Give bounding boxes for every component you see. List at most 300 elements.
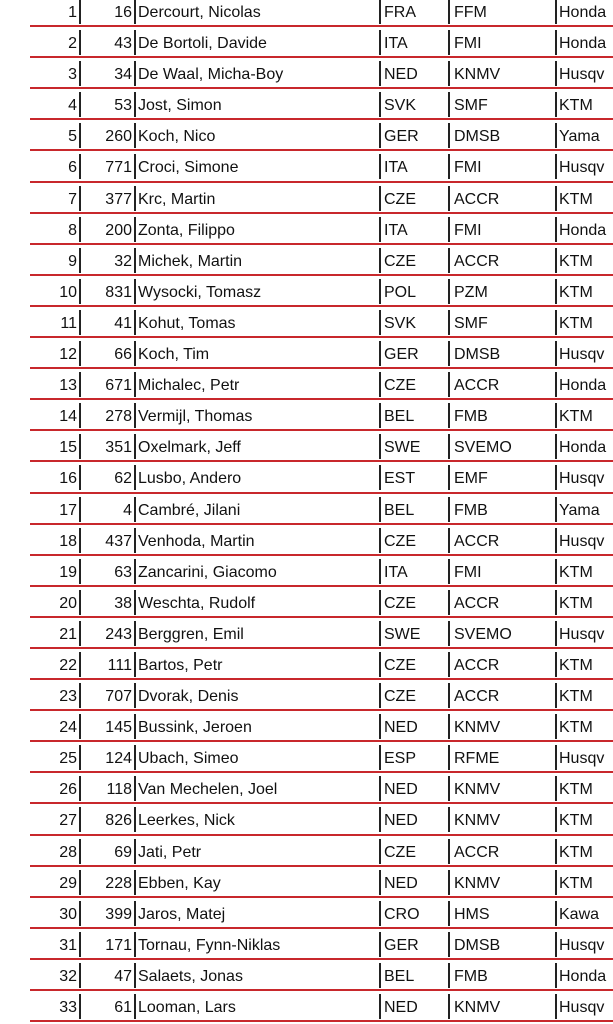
motorcycle-cell: Yama bbox=[559, 501, 600, 519]
federation-cell: ACCR bbox=[454, 594, 500, 612]
rider-number-cell: 38 bbox=[114, 594, 132, 612]
nationality-cell: SWE bbox=[384, 625, 421, 643]
column-divider bbox=[448, 963, 450, 988]
column-divider bbox=[379, 528, 381, 553]
column-divider bbox=[379, 372, 381, 397]
motorcycle-cell: KTM bbox=[559, 563, 593, 581]
rider-name-cell: Vermijl, Thomas bbox=[138, 408, 253, 426]
column-divider bbox=[448, 123, 450, 148]
rider-number-cell: 34 bbox=[114, 66, 132, 84]
nationality-cell: NED bbox=[384, 719, 418, 737]
position-cell: 30 bbox=[59, 905, 77, 923]
column-divider bbox=[134, 963, 136, 988]
column-divider bbox=[79, 434, 81, 459]
federation-cell: DMSB bbox=[454, 936, 501, 954]
table-row bbox=[0, 680, 613, 711]
table-row bbox=[0, 649, 613, 680]
federation-cell: KNMV bbox=[454, 999, 501, 1016]
rider-number-cell: 145 bbox=[105, 719, 132, 737]
column-divider bbox=[134, 403, 136, 428]
nationality-cell: BEL bbox=[384, 501, 415, 519]
position-cell: 15 bbox=[59, 439, 77, 457]
table-row bbox=[0, 431, 613, 462]
column-divider bbox=[555, 528, 557, 553]
column-divider bbox=[79, 714, 81, 739]
column-divider bbox=[448, 528, 450, 553]
rider-number-cell: 61 bbox=[114, 999, 132, 1016]
rider-name-cell: Zonta, Filippo bbox=[138, 221, 235, 239]
column-divider bbox=[448, 154, 450, 179]
nationality-cell: BEL bbox=[384, 408, 415, 426]
column-divider bbox=[134, 61, 136, 86]
column-divider bbox=[448, 372, 450, 397]
table-row bbox=[0, 587, 613, 618]
column-divider bbox=[555, 839, 557, 864]
column-divider bbox=[79, 590, 81, 615]
column-divider bbox=[79, 123, 81, 148]
rider-name-cell: Ebben, Kay bbox=[138, 874, 221, 892]
table-row bbox=[0, 525, 613, 556]
table-row bbox=[0, 711, 613, 742]
column-divider bbox=[134, 372, 136, 397]
rider-name-cell: Bussink, Jeroen bbox=[138, 719, 252, 737]
nationality-cell: ITA bbox=[384, 221, 408, 239]
column-divider bbox=[555, 590, 557, 615]
column-divider bbox=[134, 217, 136, 242]
rider-name-cell: Dvorak, Denis bbox=[138, 688, 239, 706]
column-divider bbox=[79, 683, 81, 708]
rider-number-cell: 124 bbox=[105, 750, 132, 768]
motorcycle-cell: KTM bbox=[559, 688, 593, 706]
federation-cell: ACCR bbox=[454, 843, 500, 861]
column-divider bbox=[555, 310, 557, 335]
rider-name-cell: Cambré, Jilani bbox=[138, 501, 241, 519]
nationality-cell: NED bbox=[384, 781, 418, 799]
motorcycle-cell: KTM bbox=[559, 408, 593, 426]
column-divider bbox=[134, 683, 136, 708]
federation-cell: PZM bbox=[454, 283, 488, 301]
column-divider bbox=[379, 870, 381, 895]
column-divider bbox=[79, 528, 81, 553]
table-row bbox=[0, 369, 613, 400]
column-divider bbox=[448, 217, 450, 242]
column-divider bbox=[448, 341, 450, 366]
position-cell: 6 bbox=[68, 159, 77, 177]
motorcycle-cell: Husqv bbox=[559, 470, 605, 488]
column-divider bbox=[134, 870, 136, 895]
column-divider bbox=[134, 807, 136, 832]
column-divider bbox=[134, 434, 136, 459]
column-divider bbox=[555, 154, 557, 179]
column-divider bbox=[79, 807, 81, 832]
column-divider bbox=[79, 310, 81, 335]
federation-cell: SMF bbox=[454, 314, 488, 332]
table-row bbox=[0, 400, 613, 431]
nationality-cell: CZE bbox=[384, 532, 416, 550]
column-divider bbox=[555, 652, 557, 677]
column-divider bbox=[379, 0, 381, 24]
column-divider bbox=[379, 932, 381, 957]
column-divider bbox=[379, 776, 381, 801]
rider-name-cell: Venhoda, Martin bbox=[138, 532, 255, 550]
rider-name-cell: Tornau, Fynn-Niklas bbox=[138, 936, 281, 954]
motorcycle-cell: Yama bbox=[559, 128, 600, 146]
table-row bbox=[0, 276, 613, 307]
column-divider bbox=[448, 403, 450, 428]
column-divider bbox=[79, 901, 81, 926]
motorcycle-cell: KTM bbox=[559, 594, 593, 612]
rider-number-cell: 228 bbox=[105, 874, 132, 892]
federation-cell: KNMV bbox=[454, 781, 501, 799]
nationality-cell: NED bbox=[384, 66, 418, 84]
rider-name-cell: Ubach, Simeo bbox=[138, 750, 239, 768]
column-divider bbox=[134, 186, 136, 211]
motorcycle-cell: Husqv bbox=[559, 936, 605, 954]
column-divider bbox=[555, 776, 557, 801]
column-divider bbox=[379, 994, 381, 1019]
column-divider bbox=[134, 901, 136, 926]
column-divider bbox=[134, 465, 136, 490]
column-divider bbox=[134, 123, 136, 148]
column-divider bbox=[448, 776, 450, 801]
position-cell: 7 bbox=[68, 190, 77, 208]
column-divider bbox=[79, 341, 81, 366]
position-cell: 16 bbox=[59, 470, 77, 488]
federation-cell: SMF bbox=[454, 97, 488, 115]
column-divider bbox=[448, 434, 450, 459]
motorcycle-cell: Husqv bbox=[559, 750, 605, 768]
column-divider bbox=[134, 559, 136, 584]
rider-name-cell: Looman, Lars bbox=[138, 999, 236, 1016]
rider-name-cell: Koch, Tim bbox=[138, 346, 210, 364]
rider-number-cell: 671 bbox=[105, 377, 132, 395]
rider-name-cell: Van Mechelen, Joel bbox=[138, 781, 278, 799]
column-divider bbox=[79, 248, 81, 273]
column-divider bbox=[134, 497, 136, 522]
column-divider bbox=[555, 217, 557, 242]
column-divider bbox=[379, 403, 381, 428]
rider-name-cell: Zancarini, Giacomo bbox=[138, 563, 277, 581]
column-divider bbox=[379, 186, 381, 211]
federation-cell: ACCR bbox=[454, 252, 500, 270]
position-cell: 10 bbox=[59, 283, 77, 301]
table-row bbox=[0, 183, 613, 214]
rider-number-cell: 47 bbox=[114, 967, 132, 985]
federation-cell: FMI bbox=[454, 563, 482, 581]
column-divider bbox=[555, 745, 557, 770]
rider-name-cell: Koch, Nico bbox=[138, 128, 216, 146]
nationality-cell: SVK bbox=[384, 97, 417, 115]
nationality-cell: GER bbox=[384, 128, 419, 146]
column-divider bbox=[448, 932, 450, 957]
table-row bbox=[0, 929, 613, 960]
motorcycle-cell: KTM bbox=[559, 190, 593, 208]
rider-number-cell: 399 bbox=[105, 905, 132, 923]
column-divider bbox=[134, 92, 136, 117]
column-divider bbox=[79, 92, 81, 117]
position-cell: 5 bbox=[68, 128, 77, 146]
rider-number-cell: 32 bbox=[114, 252, 132, 270]
column-divider bbox=[79, 839, 81, 864]
column-divider bbox=[379, 745, 381, 770]
rider-name-cell: Bartos, Petr bbox=[138, 656, 223, 674]
column-divider bbox=[555, 870, 557, 895]
rider-number-cell: 53 bbox=[114, 97, 132, 115]
nationality-cell: CRO bbox=[384, 905, 420, 923]
rider-number-cell: 377 bbox=[105, 190, 132, 208]
federation-cell: SVEMO bbox=[454, 439, 512, 457]
column-divider bbox=[555, 341, 557, 366]
federation-cell: DMSB bbox=[454, 128, 501, 146]
federation-cell: FMI bbox=[454, 221, 482, 239]
column-divider bbox=[448, 901, 450, 926]
column-divider bbox=[555, 403, 557, 428]
nationality-cell: CZE bbox=[384, 190, 416, 208]
column-divider bbox=[555, 932, 557, 957]
rider-name-cell: Michalec, Petr bbox=[138, 377, 240, 395]
column-divider bbox=[448, 839, 450, 864]
rider-number-cell: 62 bbox=[114, 470, 132, 488]
nationality-cell: SWE bbox=[384, 439, 421, 457]
table-row bbox=[0, 898, 613, 929]
position-cell: 1 bbox=[68, 4, 77, 21]
column-divider bbox=[134, 994, 136, 1019]
table-row bbox=[0, 494, 613, 525]
table-row bbox=[0, 618, 613, 649]
rider-number-cell: 260 bbox=[105, 128, 132, 146]
column-divider bbox=[379, 559, 381, 584]
table-row bbox=[0, 214, 613, 245]
column-divider bbox=[134, 714, 136, 739]
table-row bbox=[0, 245, 613, 276]
motorcycle-cell: KTM bbox=[559, 843, 593, 861]
column-divider bbox=[555, 123, 557, 148]
rider-number-cell: 66 bbox=[114, 346, 132, 364]
rider-number-cell: 831 bbox=[105, 283, 132, 301]
column-divider bbox=[448, 745, 450, 770]
motorcycle-cell: Honda bbox=[559, 35, 607, 53]
position-cell: 9 bbox=[68, 252, 77, 270]
federation-cell: SVEMO bbox=[454, 625, 512, 643]
nationality-cell: CZE bbox=[384, 594, 416, 612]
column-divider bbox=[134, 154, 136, 179]
column-divider bbox=[379, 61, 381, 86]
rider-number-cell: 826 bbox=[105, 812, 132, 830]
row-separator bbox=[30, 1020, 613, 1022]
federation-cell: FMB bbox=[454, 408, 488, 426]
column-divider bbox=[379, 279, 381, 304]
motorcycle-cell: Husqv bbox=[559, 625, 605, 643]
column-divider bbox=[555, 901, 557, 926]
motorcycle-cell: KTM bbox=[559, 283, 593, 301]
column-divider bbox=[379, 683, 381, 708]
position-cell: 11 bbox=[60, 314, 77, 332]
rider-number-cell: 4 bbox=[123, 501, 132, 519]
column-divider bbox=[379, 92, 381, 117]
column-divider bbox=[134, 932, 136, 957]
rider-number-cell: 771 bbox=[105, 159, 132, 177]
rider-number-cell: 111 bbox=[107, 656, 132, 674]
position-cell: 4 bbox=[68, 97, 77, 115]
column-divider bbox=[79, 154, 81, 179]
column-divider bbox=[379, 248, 381, 273]
column-divider bbox=[79, 0, 81, 24]
nationality-cell: CZE bbox=[384, 656, 416, 674]
rider-name-cell: De Waal, Micha-Boy bbox=[138, 66, 284, 84]
table-row bbox=[0, 556, 613, 587]
position-cell: 23 bbox=[59, 688, 77, 706]
column-divider bbox=[134, 341, 136, 366]
column-divider bbox=[379, 217, 381, 242]
column-divider bbox=[134, 621, 136, 646]
table-row bbox=[0, 307, 613, 338]
rider-number-cell: 118 bbox=[106, 781, 132, 799]
federation-cell: RFME bbox=[454, 750, 500, 768]
nationality-cell: POL bbox=[384, 283, 417, 301]
column-divider bbox=[134, 279, 136, 304]
rider-number-cell: 200 bbox=[105, 221, 132, 239]
column-divider bbox=[379, 714, 381, 739]
motorcycle-cell: Husqv bbox=[559, 532, 605, 550]
column-divider bbox=[555, 372, 557, 397]
motorcycle-cell: KTM bbox=[559, 314, 593, 332]
rider-name-cell: Krc, Martin bbox=[138, 190, 216, 208]
rider-name-cell: Weschta, Rudolf bbox=[138, 594, 256, 612]
nationality-cell: CZE bbox=[384, 843, 416, 861]
motorcycle-cell: KTM bbox=[559, 252, 593, 270]
motorcycle-cell: KTM bbox=[559, 656, 593, 674]
rider-name-cell: De Bortoli, Davide bbox=[138, 35, 267, 53]
column-divider bbox=[79, 217, 81, 242]
federation-cell: KNMV bbox=[454, 812, 501, 830]
rider-name-cell: Oxelmark, Jeff bbox=[138, 439, 241, 457]
rider-number-cell: 437 bbox=[105, 532, 132, 550]
table-row bbox=[0, 151, 613, 182]
column-divider bbox=[555, 963, 557, 988]
motorcycle-cell: Honda bbox=[559, 221, 607, 239]
column-divider bbox=[555, 248, 557, 273]
nationality-cell: CZE bbox=[384, 252, 416, 270]
federation-cell: EMF bbox=[454, 470, 488, 488]
motorcycle-cell: Husqv bbox=[559, 346, 605, 364]
column-divider bbox=[79, 870, 81, 895]
column-divider bbox=[448, 310, 450, 335]
table-row bbox=[0, 462, 613, 493]
column-divider bbox=[379, 621, 381, 646]
federation-cell: FFM bbox=[454, 4, 487, 21]
column-divider bbox=[79, 559, 81, 584]
table-row bbox=[0, 836, 613, 867]
column-divider bbox=[79, 745, 81, 770]
column-divider bbox=[79, 372, 81, 397]
position-cell: 24 bbox=[59, 719, 77, 737]
nationality-cell: ITA bbox=[384, 159, 408, 177]
position-cell: 29 bbox=[59, 874, 77, 892]
rider-name-cell: Dercourt, Nicolas bbox=[138, 4, 261, 21]
column-divider bbox=[379, 901, 381, 926]
rider-number-cell: 63 bbox=[114, 563, 132, 581]
column-divider bbox=[448, 714, 450, 739]
column-divider bbox=[448, 590, 450, 615]
nationality-cell: CZE bbox=[384, 377, 416, 395]
rider-number-cell: 351 bbox=[105, 439, 132, 457]
nationality-cell: SVK bbox=[384, 314, 417, 332]
federation-cell: KNMV bbox=[454, 66, 501, 84]
motorcycle-cell: Husqv bbox=[559, 159, 605, 177]
rider-name-cell: Jaros, Matej bbox=[138, 905, 226, 923]
position-cell: 8 bbox=[68, 221, 77, 239]
position-cell: 14 bbox=[59, 408, 77, 426]
position-cell: 22 bbox=[59, 656, 77, 674]
column-divider bbox=[448, 621, 450, 646]
motorcycle-cell: Husqv bbox=[559, 66, 605, 84]
rider-number-cell: 69 bbox=[114, 843, 132, 861]
motorcycle-cell: Honda bbox=[559, 439, 607, 457]
position-cell: 27 bbox=[59, 812, 77, 830]
column-divider bbox=[555, 279, 557, 304]
column-divider bbox=[379, 341, 381, 366]
column-divider bbox=[448, 248, 450, 273]
nationality-cell: FRA bbox=[384, 4, 416, 21]
federation-cell: FMI bbox=[454, 159, 482, 177]
federation-cell: DMSB bbox=[454, 346, 501, 364]
column-divider bbox=[555, 30, 557, 55]
motorcycle-cell: Honda bbox=[559, 377, 607, 395]
column-divider bbox=[379, 652, 381, 677]
position-cell: 28 bbox=[59, 843, 77, 861]
column-divider bbox=[134, 310, 136, 335]
column-divider bbox=[555, 497, 557, 522]
nationality-cell: NED bbox=[384, 812, 418, 830]
column-divider bbox=[134, 248, 136, 273]
column-divider bbox=[555, 994, 557, 1019]
column-divider bbox=[134, 652, 136, 677]
column-divider bbox=[448, 30, 450, 55]
federation-cell: KNMV bbox=[454, 719, 501, 737]
rider-name-cell: Leerkes, Nick bbox=[138, 812, 235, 830]
motorcycle-cell: KTM bbox=[559, 719, 593, 737]
table-row bbox=[0, 773, 613, 804]
position-cell: 2 bbox=[68, 35, 77, 53]
federation-cell: ACCR bbox=[454, 532, 500, 550]
nationality-cell: ITA bbox=[384, 35, 408, 53]
column-divider bbox=[379, 465, 381, 490]
federation-cell: FMB bbox=[454, 967, 488, 985]
column-divider bbox=[379, 807, 381, 832]
position-cell: 21 bbox=[59, 625, 77, 643]
nationality-cell: EST bbox=[384, 470, 416, 488]
rider-name-cell: Croci, Simone bbox=[138, 159, 239, 177]
column-divider bbox=[79, 61, 81, 86]
column-divider bbox=[79, 776, 81, 801]
rider-name-cell: Lusbo, Andero bbox=[138, 470, 242, 488]
column-divider bbox=[79, 465, 81, 490]
column-divider bbox=[555, 92, 557, 117]
nationality-cell: GER bbox=[384, 936, 419, 954]
column-divider bbox=[555, 807, 557, 832]
position-cell: 12 bbox=[59, 346, 77, 364]
federation-cell: HMS bbox=[454, 905, 490, 923]
position-cell: 33 bbox=[59, 999, 77, 1016]
column-divider bbox=[379, 123, 381, 148]
column-divider bbox=[379, 30, 381, 55]
column-divider bbox=[555, 61, 557, 86]
position-cell: 13 bbox=[59, 377, 77, 395]
column-divider bbox=[379, 839, 381, 864]
column-divider bbox=[79, 403, 81, 428]
table-row bbox=[0, 867, 613, 898]
federation-cell: FMI bbox=[454, 35, 482, 53]
